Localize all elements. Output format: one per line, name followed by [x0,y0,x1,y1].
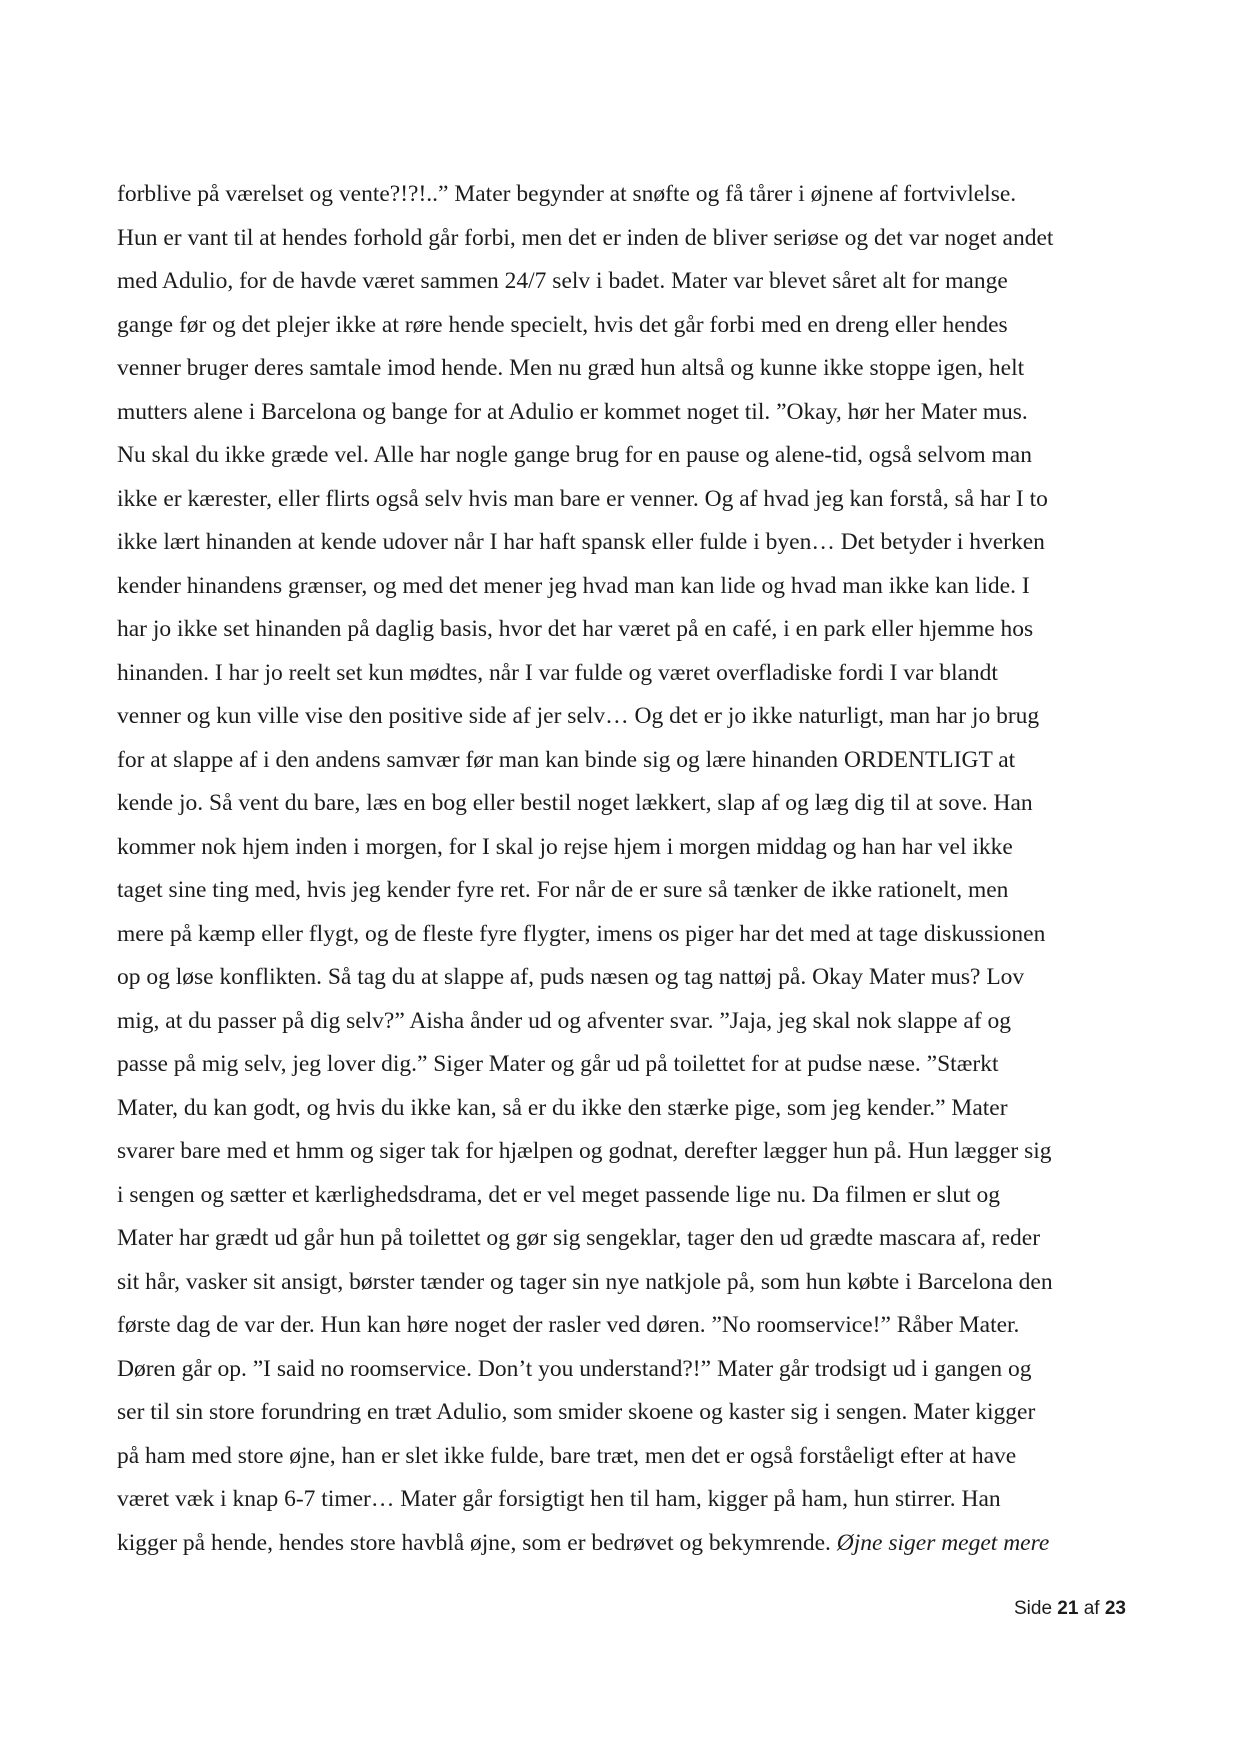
text-line-29: ser til sin store forundring en træt Adulio, som smider skoene og kaster sig i sengen. Mater kigger [117,1399,1036,1425]
current-page-number: 21 [1057,1598,1079,1619]
body-text [117,173,1127,1565]
text-line-25: Mater har grædt ud går hun på toilettet og gør sig sengeklar, tager den ud grædte mascara af, reder [117,1225,1041,1251]
text-line-22: Mater, du kan godt, og hvis du ikke kan, så er du ikke den stærke pige, som jeg kender.” Mater [117,1094,1008,1121]
text-line-32-normal: kigger på hende, hendes store havblå øjne, som er bedrøvet og bekymrende. [117,1529,837,1556]
text-line-5: venner bruger deres samtale imod hende. Men nu græd hun altså og kunne ikke stoppe igen, helt [117,355,1025,381]
text-line-13: venner og kun ville vise den positive side af jer selv… Og det er jo ikke naturligt, man har jo brug [117,703,1040,729]
text-line-14: for at slappe af i den andens samvær før man kan binde sig og lære hinanden ORDENTLIGT at [117,746,1016,773]
text-line-23: svarer bare med et hmm og siger tak for hjælpen og godnat, derefter lægger hun på. Hun lægger sig [117,1138,1052,1164]
text-line-18: mere på kæmp eller flygt, og de fleste fyre flygter, imens os piger har det med at tage diskussionen [117,920,1046,947]
text-line-16: kommer nok hjem inden i morgen, for I skal jo rejse hjem i morgen middag og han har vel ikke [117,833,1013,860]
text-line-4: gange før og det plejer ikke at røre hende specielt, hvis det går forbi med en dreng eller hendes [117,311,1008,338]
text-line-9: ikke lært hinanden at kende udover når I har haft spansk eller fulde i byen… Det betyder i hverken [117,529,1045,555]
text-line-28: Døren går op. ”I said no roomservice. Don’t you understand?!” Mater går trodsigt ud i gangen og [117,1355,1032,1382]
text-line-32 [117,1522,1127,1566]
text-line-1: forblive på værelset og vente?!?!..” Mater begynder at snøfte og få tårer i øjnene af fortvivlelse. [117,181,1017,207]
text-line-21: passe på mig selv, jeg lover dig.” Siger Mater og går ud på toilettet for at pudse næse. ”Stærkt [117,1051,999,1077]
page-number-footer [1014,1598,1126,1620]
text-line-30: på ham med store øjne, han er slet ikke fulde, bare træt, men det er også forståeligt efter at have [117,1442,1017,1469]
text-line-24: i sengen og sætter et kærlighedsdrama, det er vel meget passende lige nu. Da filmen er slut og [117,1181,1000,1208]
text-line-11: har jo ikke set hinanden på daglig basis, hvor det har været på en café, i en park eller hjemme hos [117,616,1034,642]
text-line-26: sit hår, vasker sit ansigt, børster tænder og tager sin nye natkjole på, som hun købte i Barcelona den [117,1268,1053,1295]
text-line-7: Nu skal du ikke græde vel. Alle har nogle gange brug for en pause og alene-tid, også selvom man [117,442,1032,468]
text-line-8: ikke er kærester, eller flirts også selv hvis man bare er venner. Og af hvad jeg kan forstå, så har I to [117,485,1048,512]
italic-phrase: Øjne siger meget mere [836,1529,1050,1556]
total-pages-number: 23 [1104,1598,1126,1619]
text-line-31: været væk i knap 6-7 timer… Mater går forsigtigt hen til ham, kigger på ham, hun stirrer. Han [117,1486,1001,1512]
text-line-3: med Adulio, for de havde været sammen 24/7 selv i badet. Mater var blevet såret alt for mange [117,268,1008,294]
text-line-6: mutters alene i Barcelona og bange for at Adulio er kommet noget til. ”Okay, hør her Mater mus. [117,398,1028,425]
text-line-10: kender hinandens grænser, og med det mener jeg hvad man kan lide og hvad man ikke kan lide. I [117,572,1030,599]
text-line-17: taget sine ting med, hvis jeg kender fyre ret. For når de er sure så tænker de ikke rationelt, men [117,877,1009,903]
text-line-27: første dag de var der. Hun kan høre noget der rasler ved døren. ”No roomservice!” Råber Mater. [117,1312,1020,1338]
text-line-20: mig, at du passer på dig selv?” Aisha ånder ud og afventer svar. ”Jaja, jeg skal nok slappe af og [117,1007,1012,1034]
of-label: af [1083,1598,1100,1619]
text-line-12: hinanden. I har jo reelt set kun mødtes, når I var fulde og været overfladiske fordi I var blandt [117,659,998,686]
text-line-19: op og løse konflikten. Så tag du at slappe af, puds næsen og tag nattøj på. Okay Mater mus? Lov [117,964,1025,990]
text-line-15: kende jo. Så vent du bare, læs en bog eller bestil noget lækkert, slap af og læg dig til at sove. Han [117,790,1033,816]
side-label: Side [1013,1598,1053,1619]
text-line-2: Hun er vant til at hendes forhold går forbi, men det er inden de bliver seriøse og det var noget andet [117,224,1054,251]
